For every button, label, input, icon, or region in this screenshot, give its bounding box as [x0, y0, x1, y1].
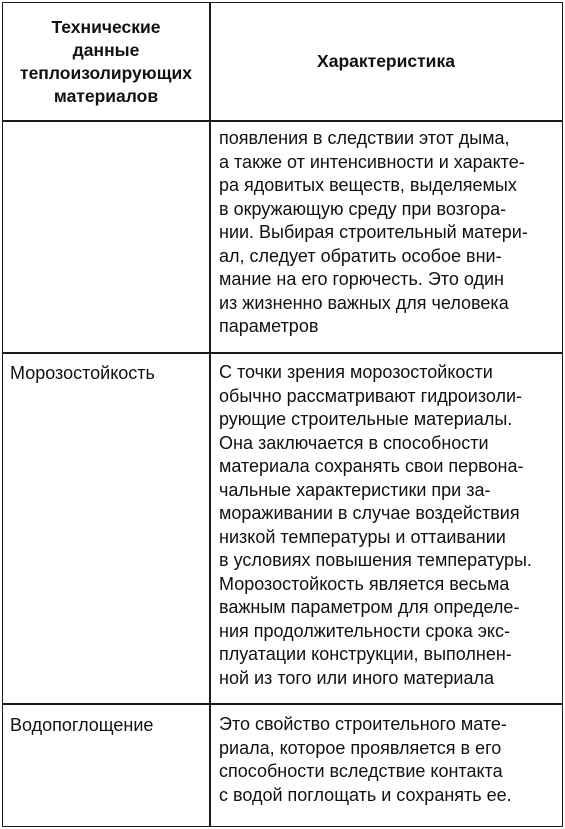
- row-3-description: [219, 713, 559, 807]
- text-line: С точки зрения морозостойкости: [219, 362, 493, 382]
- text-line: с водой поглощать и сохранять ее.: [219, 784, 512, 805]
- text-line: ния продолжительности срока экс-: [219, 620, 510, 641]
- properties-table: [2, 2, 563, 827]
- text-line: рующие строительные материалы.: [219, 409, 513, 429]
- text-line: способности вследствие контакта: [219, 761, 503, 781]
- row-1-description: [219, 127, 559, 339]
- row-3-parameter: Водопоглощение: [10, 715, 154, 735]
- row-divider: [3, 703, 562, 705]
- text-line: Морозостойкость является весьма: [219, 573, 510, 594]
- header-parameter-line: данные: [72, 39, 140, 60]
- text-line: Она заключается в способности: [219, 432, 489, 453]
- row-2-description: [219, 361, 559, 690]
- header-parameter-line: материалов: [53, 85, 159, 106]
- text-line: параметров: [219, 316, 319, 336]
- header-parameter-line: теплоизолирующих: [20, 62, 192, 83]
- text-line: нии. Выбирая строительный матери-: [219, 222, 528, 242]
- header-divider: [3, 120, 562, 122]
- text-line: ной из того или иного материала: [219, 667, 494, 688]
- text-line: появления в следствии этот дыма,: [219, 128, 510, 148]
- text-line: ра ядовитых веществ, выделяемых: [219, 175, 517, 195]
- header-parameter: [3, 3, 209, 120]
- text-line: Это свойство строительного мате-: [219, 714, 507, 734]
- text-line: в условиях повышения температуры.: [219, 550, 532, 570]
- text-line: а также от интенсивности и характе-: [219, 151, 525, 172]
- text-line: мораживании в случае воздействия: [219, 503, 520, 523]
- header-parameter-line: Технические: [51, 16, 161, 37]
- header-characteristic: Характеристика: [317, 51, 455, 71]
- text-line: чальные характеристики при за-: [219, 479, 491, 500]
- text-line: в окружающую среду при возгора-: [219, 198, 507, 219]
- row-divider: [3, 352, 562, 354]
- text-line: обычно рассматривают гидроизоли-: [219, 385, 523, 406]
- text-line: риала, которое проявляется в его: [219, 737, 502, 758]
- text-line: мание на его горючесть. Это один: [219, 269, 504, 289]
- text-line: низкой температуры и оттаивании: [219, 526, 506, 547]
- text-line: ал, следует обратить особое вни-: [219, 245, 502, 266]
- row-2-parameter: Морозостойкость: [10, 363, 155, 383]
- text-line: важным параметром для определе-: [219, 597, 520, 617]
- text-line: плуатации конструкции, выполнен-: [219, 644, 512, 664]
- text-line: материала сохранять свои первона-: [219, 456, 524, 476]
- text-line: из жизненно важных для человека: [219, 292, 509, 313]
